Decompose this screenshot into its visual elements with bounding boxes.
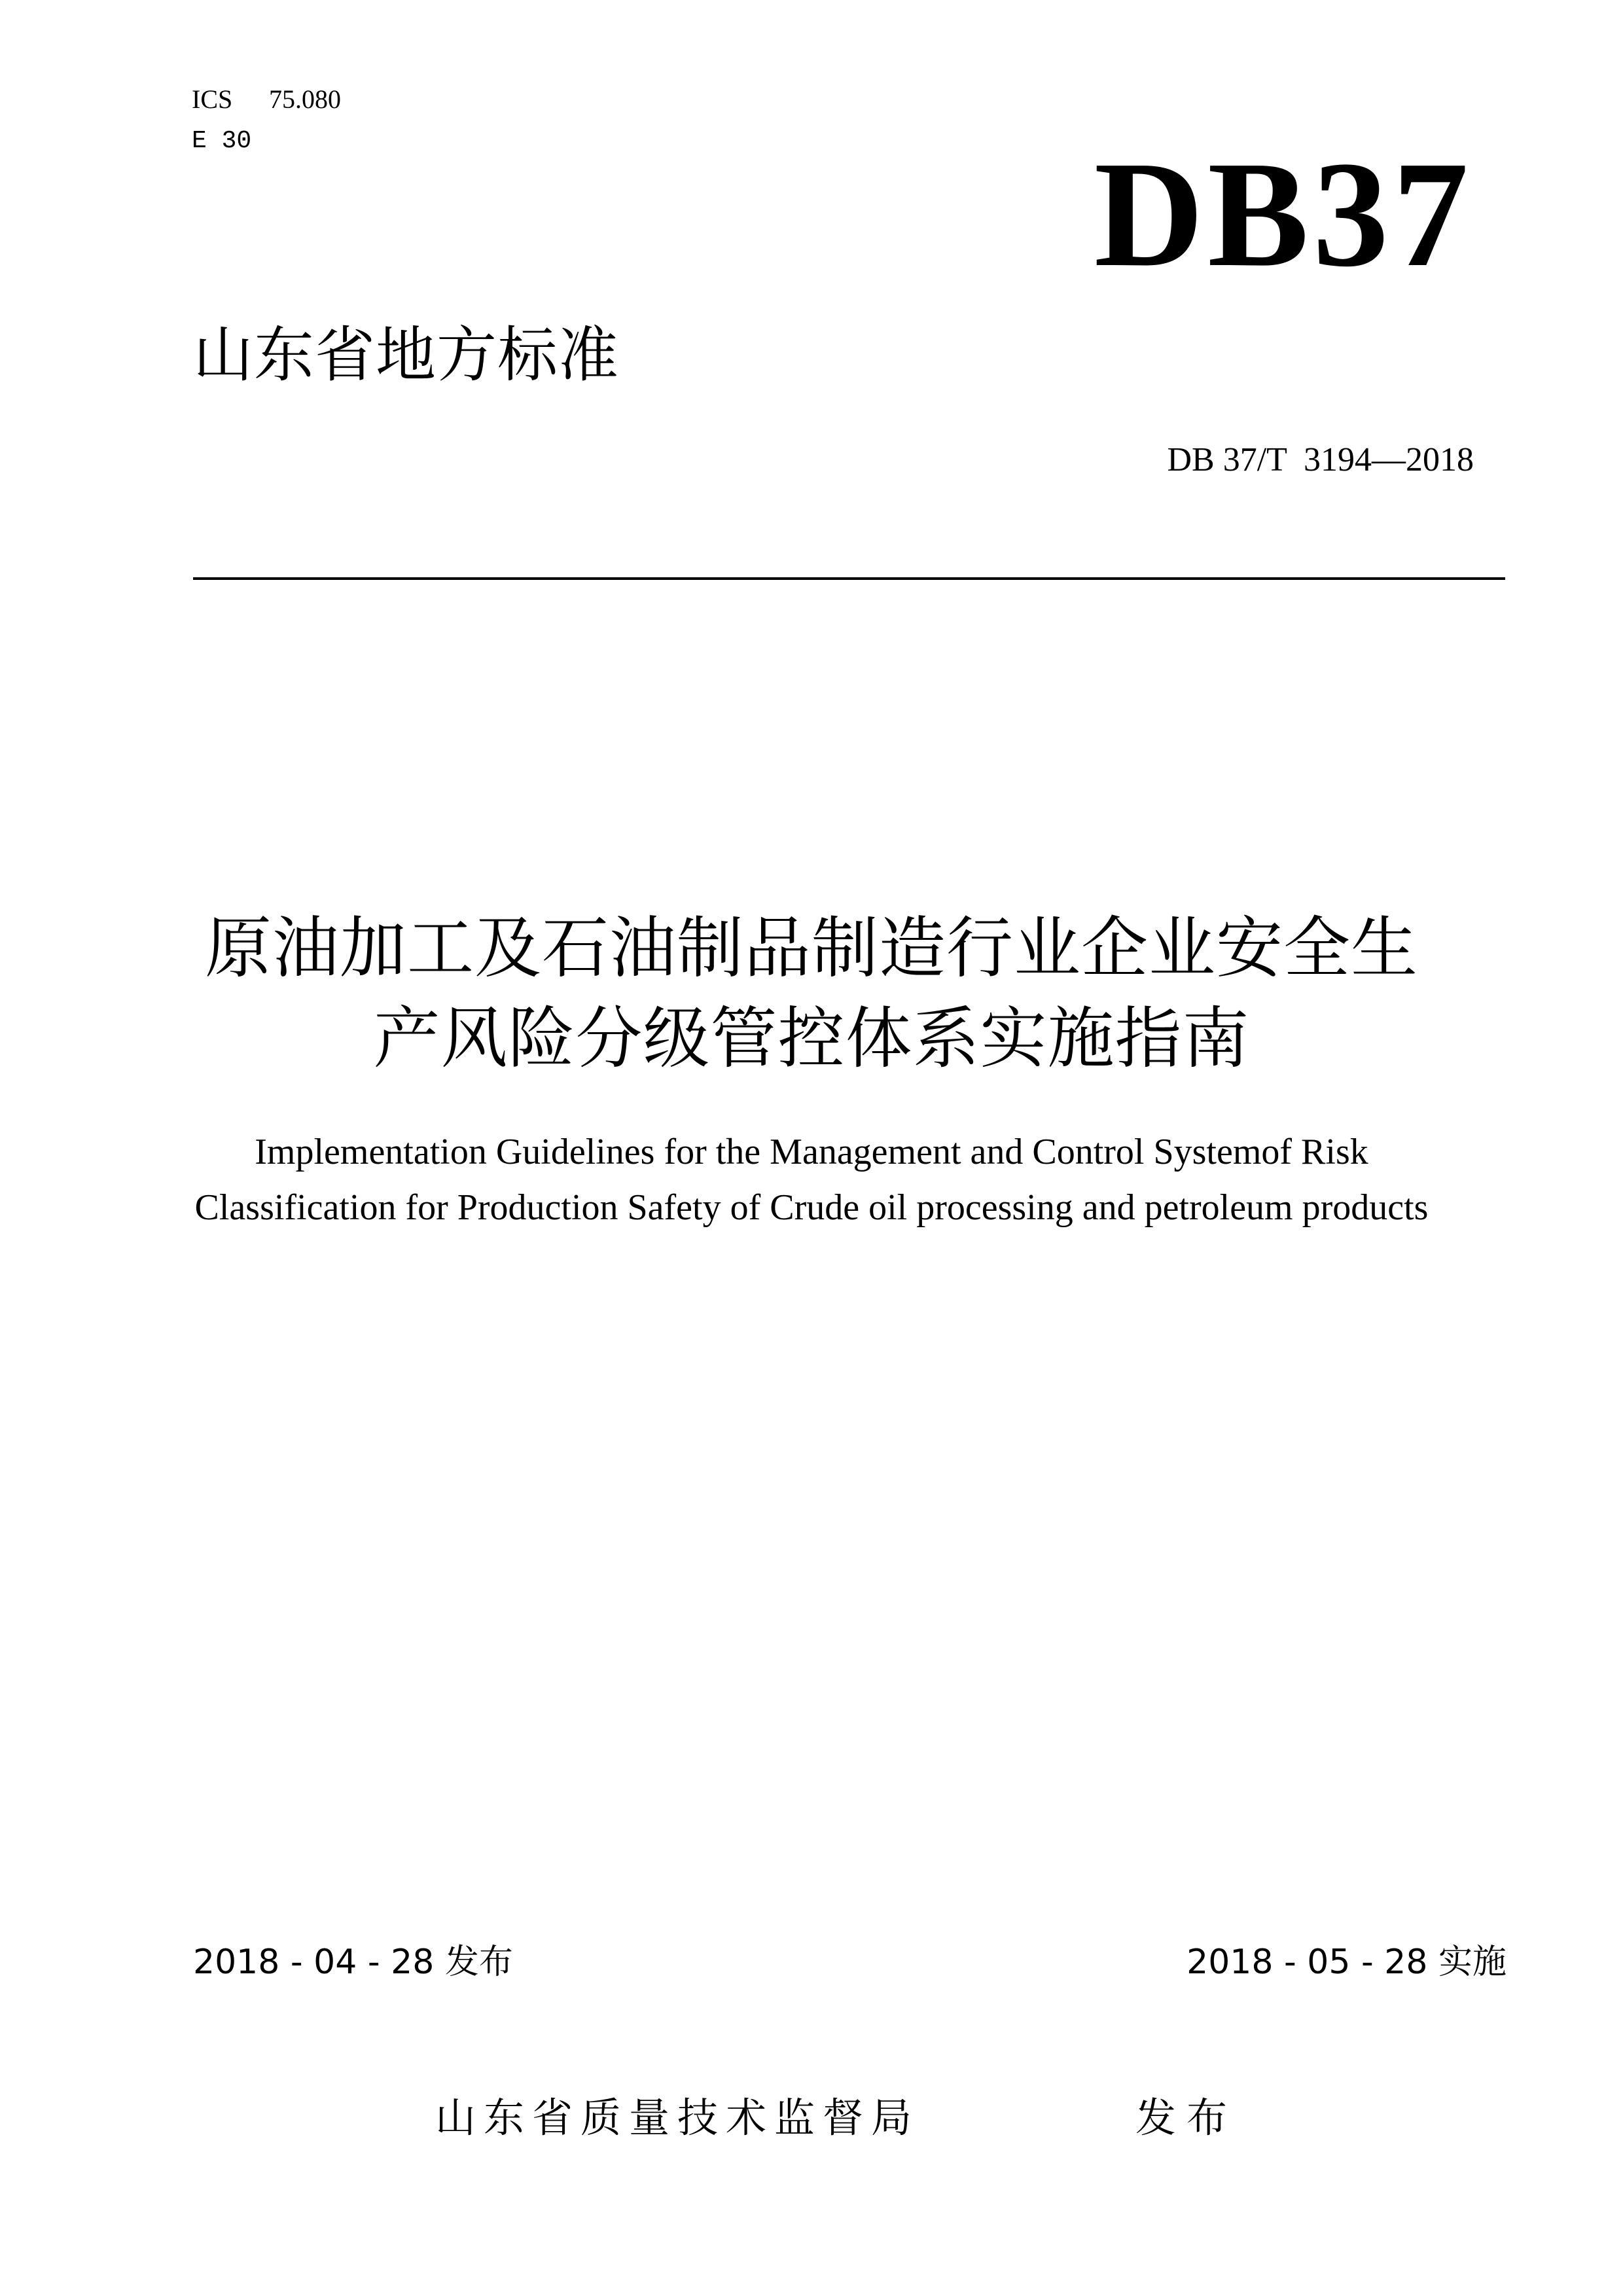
document-title-zh-line1: 原油加工及石油制品制造行业企业安全生 <box>205 910 1418 988</box>
standard-code-logo: DB37 <box>1094 130 1472 298</box>
issuing-authority: 山东省质量技术监督局 <box>435 2094 920 2142</box>
document-title-en-line2: Classification for Production Safety of Crude oil processing and petroleum products <box>194 1187 1429 1228</box>
issue-date: 2018 - 04 - 28 发布 <box>193 1943 513 1982</box>
standard-number: DB 37/T 3194—2018 <box>1167 441 1474 478</box>
issue-label: 发布 <box>1135 2094 1238 2142</box>
ics-label: ICS <box>192 84 233 114</box>
header-divider <box>193 577 1505 580</box>
ics-code: 75.080 <box>269 84 341 114</box>
implementation-date: 2018 - 05 - 28 实施 <box>1186 1943 1507 1982</box>
ics-code-line <box>192 84 341 115</box>
classification-code: E 30 <box>192 127 252 155</box>
document-title-en-line1: Implementation Guidelines for the Management and Control Systemof Risk <box>255 1132 1368 1172</box>
standard-type-title: 山东省地方标准 <box>193 320 620 390</box>
document-title-zh-line2: 产风险分级管控体系实施指南 <box>373 1000 1250 1078</box>
